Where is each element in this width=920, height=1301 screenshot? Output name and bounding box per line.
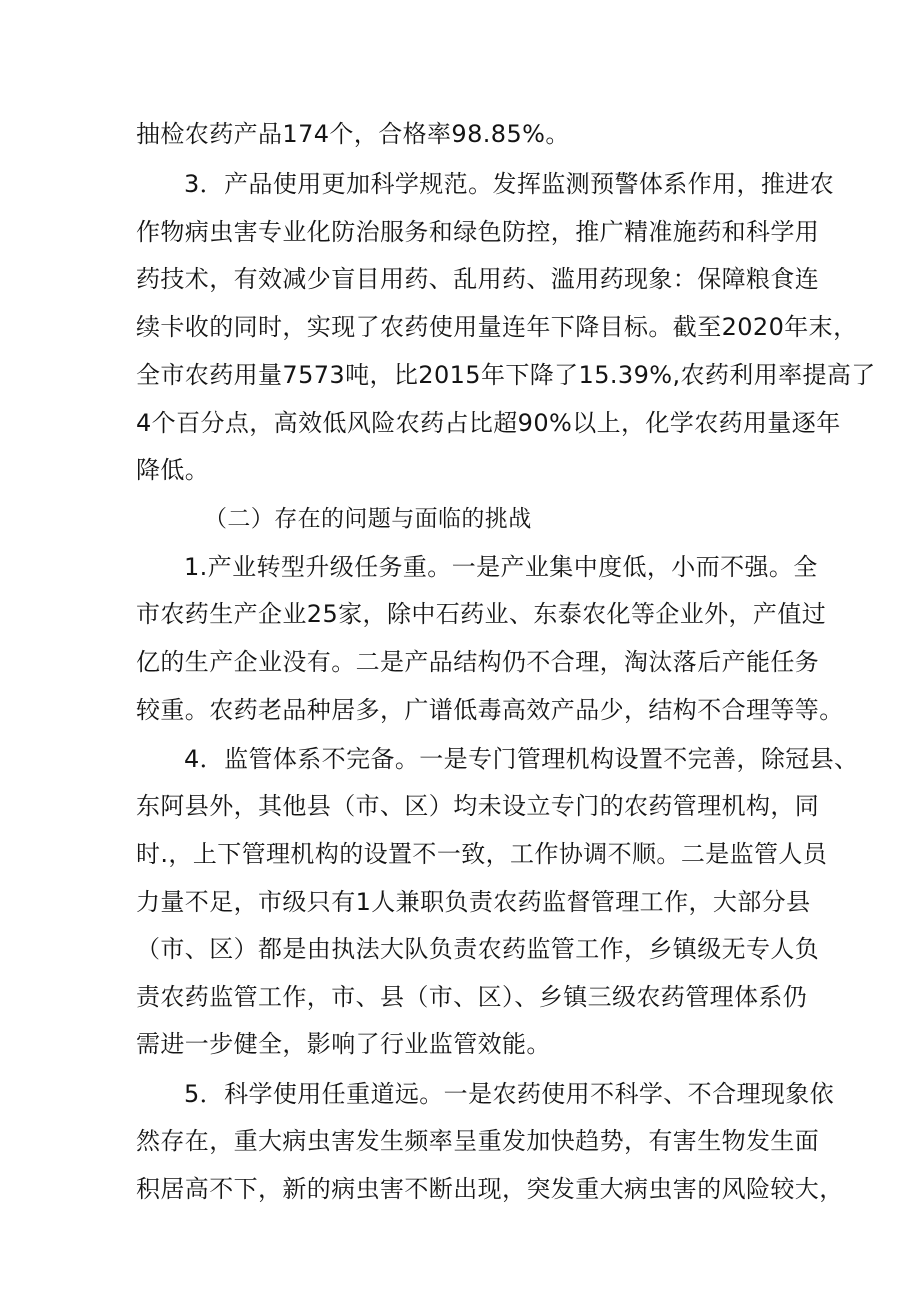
text-line: 时.，上下管理机构的设置不一致，工作协调不顺。二是监管人员 bbox=[136, 840, 828, 868]
text-line: 降低。 bbox=[136, 456, 210, 484]
text-line: 抽检农药产品174个，合格率98.85%。 bbox=[136, 120, 570, 148]
paragraph-start: 4．监管体系不完备。一是专门管理机构设置不完善，除冠县、 bbox=[184, 745, 859, 773]
text-line: 药技术，有效减少盲目用药、乱用药、滥用药现象：保障粮食连 bbox=[136, 265, 820, 293]
text-line: 4个百分点，高效低风险农药占比超90%以上，化学农药用量逐年 bbox=[136, 409, 841, 437]
text-line: 市农药生产企业25家，除中石药业、东泰农化等企业外，产值过 bbox=[136, 600, 827, 628]
paragraph-start: 5．科学使用任重道远。一是农药使用不科学、不合理现象依 bbox=[184, 1080, 835, 1108]
text-line: 需进一步健全，影响了行业监管效能。 bbox=[136, 1030, 551, 1058]
paragraph-start: 3．产品使用更加科学规范。发挥监测预警体系作用，推进农 bbox=[184, 170, 835, 198]
text-line: 责农药监管工作，市、县（市、区）、乡镇三级农药管理体系仍 bbox=[136, 983, 808, 1011]
text-line: 作物病虫害专业化防治服务和绿色防控，推广精准施药和科学用 bbox=[136, 218, 820, 246]
paragraph-start: 1.产业转型升级任务重。一是产业集中度低，小而不强。全 bbox=[184, 553, 818, 581]
text-line: 续卡收的同时，实现了农药使用量连年下降目标。截至2020年末， bbox=[136, 313, 858, 341]
text-line: 然存在，重大病虫害发生频率呈重发加快趋势，有害生物发生面 bbox=[136, 1127, 820, 1155]
text-line: 亿的生产企业没有。二是产品结构仍不合理，淘汰落后产能任务 bbox=[136, 648, 820, 676]
text-line: 全市农药用量7573吨，比2015年下降了15.39%,农药利用率提高了 bbox=[136, 361, 876, 389]
text-line: 较重。农药老品种居多，广谱低毒高效产品少，结构不合理等等。 bbox=[136, 696, 844, 724]
text-line: 力量不足，市级只有1人兼职负责农药监督管理工作，大部分县 bbox=[136, 888, 811, 916]
text-line: （市、区）都是由执法大队负责农药监管工作，乡镇级无专人负 bbox=[136, 935, 820, 963]
text-line: 东阿县外，其他县（市、区）均未设立专门的农药管理机构，同 bbox=[136, 792, 820, 820]
section-heading: （二）存在的问题与面临的挑战 bbox=[204, 506, 532, 532]
text-line: 积居高不下，新的病虫害不断出现，突发重大病虫害的风险较大， bbox=[136, 1175, 844, 1203]
